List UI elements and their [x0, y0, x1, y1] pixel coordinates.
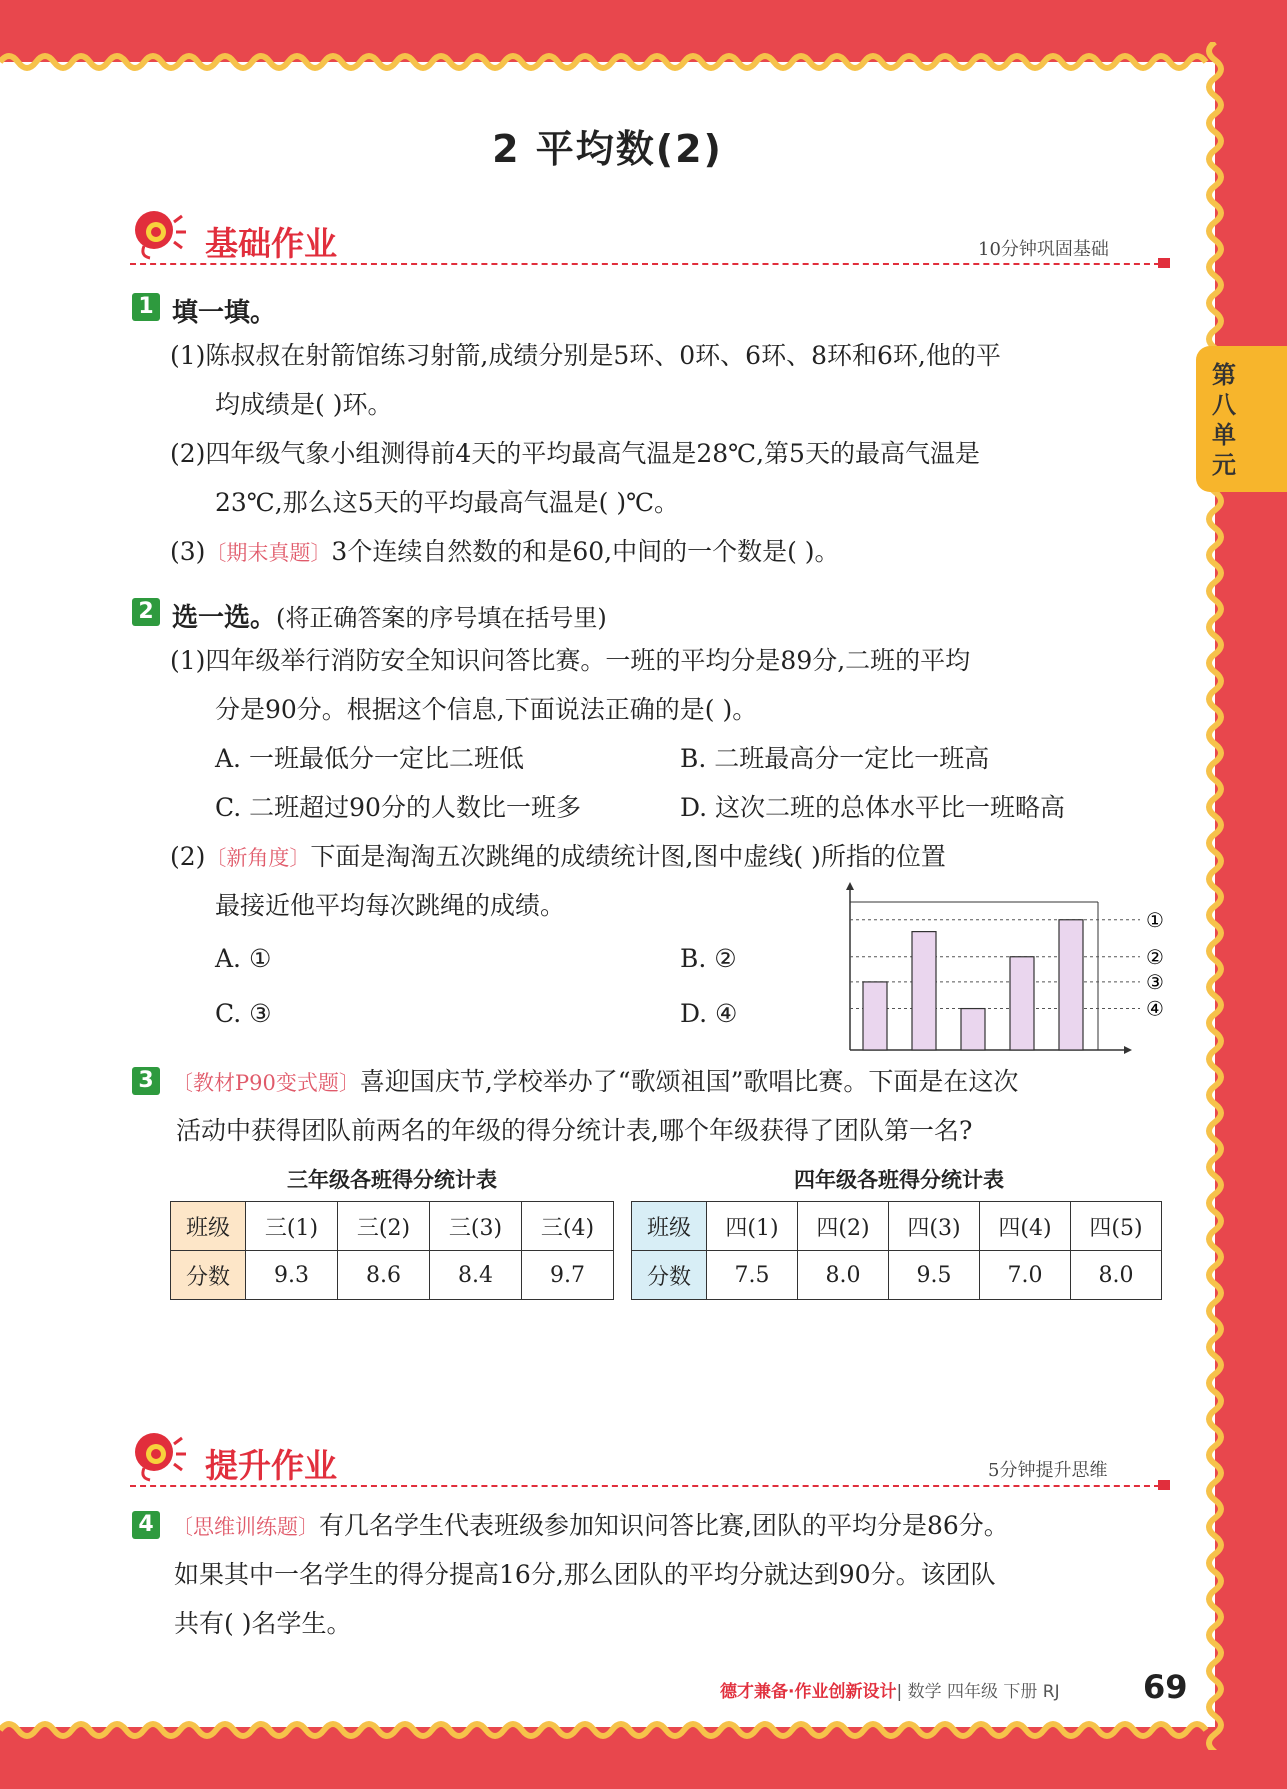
- q2-part2-text: 下面是淘淘五次跳绳的成绩统计图,图中虚线( )所指的位置: [310, 842, 946, 871]
- q1-part3-prefix: (3): [170, 537, 206, 566]
- q2-option-a: A. 一班最低分一定比二班低: [215, 744, 524, 773]
- chart-y-arrow: [846, 882, 854, 890]
- table-cell: 8.0: [1071, 1251, 1162, 1300]
- footer-subject: | 数学 四年级 下册 RJ: [896, 1682, 1060, 1702]
- chart-bar: [1059, 920, 1083, 1050]
- table-cell: 四(1): [707, 1202, 798, 1251]
- right-wave-border: [1190, 42, 1240, 1750]
- table-grade4-scores: [631, 1201, 1162, 1300]
- chart-bar: [1010, 957, 1034, 1050]
- table-row-header: 班级: [171, 1202, 246, 1251]
- q4-line1: [172, 1513, 1009, 1538]
- table-cell: 四(2): [798, 1202, 889, 1251]
- divider-end-mark: [1158, 1480, 1170, 1490]
- chart-reference-label: ④: [1146, 996, 1164, 1021]
- q1-part2-line2: 23℃,那么这5天的平均最高气温是( )℃。: [215, 488, 680, 517]
- jump-rope-bar-chart: [830, 880, 1170, 1060]
- table-cell: 8.0: [798, 1251, 889, 1300]
- table-cell: 9.7: [522, 1251, 614, 1300]
- table-row: [171, 1251, 614, 1300]
- section-advanced-label: 提升作业: [205, 1446, 337, 1485]
- q2-option-d: D. 这次二班的总体水平比一班略高: [680, 793, 1066, 822]
- table-cell: 三(4): [522, 1202, 614, 1251]
- bottom-wave-border: [0, 1710, 1215, 1750]
- q1-part1-line1: (1)陈叔叔在射箭馆练习射箭,成绩分别是5环、0环、6环、8环和6环,他的平: [170, 341, 1001, 370]
- q1-part3-tag: 〔期末真题〕: [205, 541, 332, 565]
- unit-side-label: 第八单元: [1212, 361, 1236, 479]
- footer-brand: 德才兼备·作业创新设计: [720, 1682, 897, 1702]
- table-cell: 三(1): [246, 1202, 338, 1251]
- flower-icon: [130, 1430, 190, 1482]
- section-advanced-subtitle: 5分钟提升思维: [988, 1460, 1108, 1481]
- q3-line1-text: 喜迎国庆节,学校举办了“歌颂祖国”歌唱比赛。下面是在这次: [359, 1067, 1019, 1096]
- chart-reference-label: ②: [1146, 944, 1164, 969]
- question-2-heading-row: [172, 597, 607, 634]
- q1-part1-line2: 均成绩是( )环。: [215, 390, 393, 419]
- table-cell: 三(2): [338, 1202, 430, 1251]
- chart-reference-label: ③: [1146, 969, 1164, 994]
- table-cell: 四(4): [980, 1202, 1071, 1251]
- table-row: [632, 1202, 1162, 1251]
- table-cell: 9.3: [246, 1251, 338, 1300]
- q2-part2-tag: 〔新角度〕: [205, 846, 311, 870]
- q4-tag: 〔思维训练题〕: [172, 1515, 319, 1539]
- q2-part2-line2: 最接近他平均每次跳绳的成绩。: [215, 891, 566, 920]
- question-4-number: 4: [132, 1511, 160, 1539]
- footer-credit: [720, 1677, 1060, 1702]
- q2-part2-option-b: B. ②: [680, 944, 737, 973]
- table-cell: 四(5): [1071, 1202, 1162, 1251]
- table-cell: 7.0: [980, 1251, 1071, 1300]
- q2-part1-line1: (1)四年级举行消防安全知识问答比赛。一班的平均分是89分,二班的平均: [170, 646, 971, 675]
- section-basic-label: 基础作业: [205, 224, 337, 263]
- question-1-heading: 填一填。: [172, 298, 277, 328]
- question-2-number: 2: [132, 598, 160, 626]
- q1-part3-line: [170, 539, 840, 564]
- table-cell: 8.4: [430, 1251, 522, 1300]
- q2-part1-line2: 分是90分。根据这个信息,下面说法正确的是( )。: [215, 695, 758, 724]
- top-wave-border: [0, 42, 1215, 82]
- q2-part2-option-a: A. ①: [215, 944, 272, 973]
- page-title: 2 平均数(2): [492, 127, 723, 171]
- q3-line1: [172, 1069, 1018, 1094]
- chart-bar: [961, 1009, 985, 1050]
- q2-option-c: C. 二班超过90分的人数比一班多: [215, 793, 581, 822]
- chart-x-arrow: [1124, 1046, 1132, 1054]
- question-1-number: 1: [132, 293, 160, 321]
- question-3-number: 3: [132, 1067, 160, 1095]
- table-grade4-title: 四年级各班得分统计表: [794, 1168, 1004, 1192]
- table-grade3-scores: [170, 1201, 614, 1300]
- table-cell: 四(3): [889, 1202, 980, 1251]
- q2-part2-option-c: C. ③: [215, 999, 272, 1028]
- table-row-header: 班级: [632, 1202, 707, 1251]
- section-basic-subtitle: 10分钟巩固基础: [978, 239, 1109, 260]
- q4-line1-text: 有几名学生代表班级参加知识问答比赛,团队的平均分是86分。: [319, 1511, 1009, 1540]
- table-row-header: 分数: [171, 1251, 246, 1300]
- divider-end-mark: [1158, 258, 1170, 268]
- q2-part2-line1: [170, 844, 946, 869]
- table-cell: 9.5: [889, 1251, 980, 1300]
- q3-line2: 活动中获得团队前两名的年级的得分统计表,哪个年级获得了团队第一名?: [176, 1116, 973, 1145]
- question-2-heading: 选一选。: [172, 603, 277, 633]
- q4-line2: 如果其中一名学生的得分提高16分,那么团队的平均分就达到90分。该团队: [174, 1560, 996, 1589]
- table-grade3-title: 三年级各班得分统计表: [287, 1168, 497, 1192]
- q1-part2-line1: (2)四年级气象小组测得前4天的平均最高气温是28℃,第5天的最高气温是: [170, 439, 980, 468]
- page-number: 69: [1143, 1668, 1188, 1706]
- section-basic-divider: [130, 263, 1160, 265]
- q2-part2-option-d: D. ④: [680, 999, 738, 1028]
- section-advanced-divider: [130, 1485, 1160, 1487]
- chart-reference-label: ①: [1146, 907, 1164, 932]
- table-row: [632, 1251, 1162, 1300]
- q3-tag: 〔教材P90变式题〕: [172, 1071, 360, 1095]
- table-row-header: 分数: [632, 1251, 707, 1300]
- q4-line3: 共有( )名学生。: [174, 1609, 352, 1638]
- chart-bar: [912, 932, 936, 1050]
- q2-part2-prefix: (2): [170, 842, 206, 871]
- q2-option-b: B. 二班最高分一定比一班高: [680, 744, 990, 773]
- table-cell: 8.6: [338, 1251, 430, 1300]
- table-cell: 7.5: [707, 1251, 798, 1300]
- table-cell: 三(3): [430, 1202, 522, 1251]
- chart-bar: [863, 982, 887, 1050]
- table-row: [171, 1202, 614, 1251]
- question-2-note: (将正确答案的序号填在括号里): [276, 604, 607, 632]
- q1-part3-text: 3个连续自然数的和是60,中间的一个数是( )。: [331, 537, 840, 566]
- flower-icon: [130, 208, 190, 260]
